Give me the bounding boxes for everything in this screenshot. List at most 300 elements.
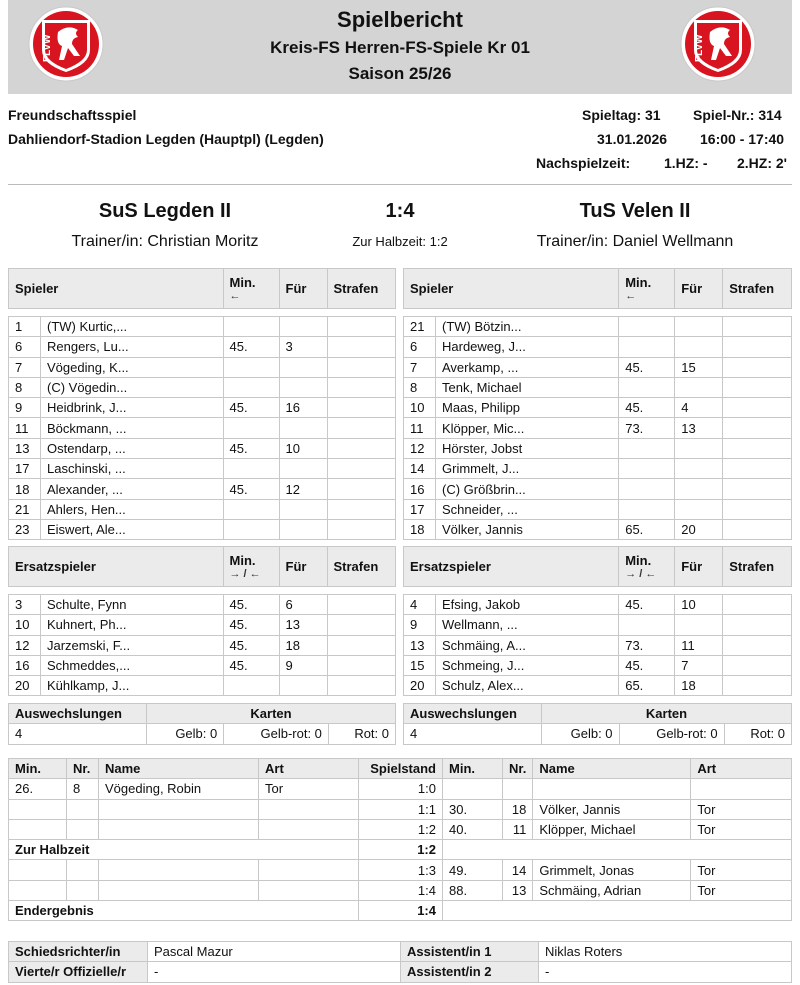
player-name: Alexander, ... bbox=[41, 479, 224, 499]
player-row bbox=[404, 635, 792, 655]
spiel-nr: Spiel-Nr.: 314 bbox=[693, 107, 782, 123]
away-subs-table bbox=[403, 546, 792, 696]
player-name: Jarzemski, F... bbox=[41, 635, 224, 655]
player-minute: 45. bbox=[223, 655, 279, 675]
player-replaced: 7 bbox=[675, 655, 723, 675]
goal-home-hmin bbox=[9, 799, 67, 819]
player-replaced: 6 bbox=[279, 595, 327, 615]
goal-away-aname: Grimmelt, Jonas bbox=[533, 860, 691, 880]
player-number: 17 bbox=[9, 459, 41, 479]
player-minute: 45. bbox=[619, 357, 675, 377]
player-penalties bbox=[723, 676, 792, 696]
player-penalties bbox=[327, 459, 396, 479]
player-minute: 45. bbox=[223, 438, 279, 458]
player-penalties bbox=[723, 438, 792, 458]
player-replaced bbox=[279, 519, 327, 539]
goal-away-aart: Tor bbox=[691, 860, 792, 880]
goal-away-amin: 49. bbox=[443, 860, 503, 880]
player-row bbox=[404, 499, 792, 519]
player-name: Klöpper, Mic... bbox=[436, 418, 619, 438]
goal-home-hname bbox=[99, 880, 259, 900]
player-name: Schmäing, A... bbox=[436, 635, 619, 655]
player-row bbox=[404, 655, 792, 675]
player-penalties bbox=[327, 357, 396, 377]
player-number: 11 bbox=[9, 418, 41, 438]
goal-row bbox=[9, 799, 792, 819]
player-name: Schmeddes,... bbox=[41, 655, 224, 675]
home-trainer: Trainer/in: Christian Moritz bbox=[71, 233, 259, 250]
goal-away-aart: Tor bbox=[691, 819, 792, 839]
goals-col-min: Min. bbox=[443, 759, 503, 779]
player-penalties bbox=[327, 499, 396, 519]
player-row bbox=[404, 676, 792, 696]
player-penalties bbox=[327, 519, 396, 539]
halftime-score: Zur Halbzeit: 1:2 bbox=[352, 234, 448, 249]
goal-home-hnr bbox=[67, 880, 99, 900]
player-penalties bbox=[723, 459, 792, 479]
player-row bbox=[404, 438, 792, 458]
player-row bbox=[9, 635, 396, 655]
player-number: 21 bbox=[404, 317, 436, 337]
goal-home-hmin bbox=[9, 860, 67, 880]
player-replaced: 11 bbox=[675, 635, 723, 655]
goals-summary-row bbox=[9, 901, 792, 921]
player-name: Wellmann, ... bbox=[436, 615, 619, 635]
player-minute bbox=[223, 377, 279, 397]
col-min-arrow: ← bbox=[625, 290, 637, 302]
player-number: 9 bbox=[9, 398, 41, 418]
home-lineup-table bbox=[8, 268, 396, 540]
player-penalties bbox=[723, 357, 792, 377]
col-strafen: Strafen bbox=[723, 547, 792, 587]
player-number: 12 bbox=[404, 438, 436, 458]
player-replaced bbox=[675, 377, 723, 397]
svg-text:FLVW: FLVW bbox=[694, 34, 705, 62]
player-minute bbox=[619, 377, 675, 397]
player-replaced: 13 bbox=[279, 615, 327, 635]
player-penalties bbox=[327, 479, 396, 499]
nachspielzeit-label: Nachspielzeit: bbox=[536, 155, 631, 171]
away-lineup-table bbox=[403, 268, 792, 540]
goal-home-hart bbox=[259, 880, 359, 900]
player-name: Efsing, Jakob bbox=[436, 595, 619, 615]
player-penalties bbox=[723, 317, 792, 337]
venue: Dahliendorf-Stadion Legden (Hauptpl) (Legden) bbox=[8, 131, 324, 147]
svg-text:FLVW: FLVW bbox=[42, 34, 53, 62]
goals-summary-label: Zur Halbzeit bbox=[9, 840, 359, 860]
player-number: 20 bbox=[9, 676, 41, 696]
col-fuer: Für bbox=[675, 547, 723, 587]
player-replaced bbox=[675, 317, 723, 337]
goal-score: 1:4 bbox=[359, 880, 443, 900]
assistant1-label: Assistent/in 1 bbox=[401, 942, 539, 962]
goal-away-aname bbox=[533, 779, 691, 799]
goals-header-row bbox=[9, 759, 792, 779]
player-row bbox=[404, 398, 792, 418]
karten-header: Karten bbox=[147, 704, 396, 724]
player-penalties bbox=[327, 438, 396, 458]
player-number: 13 bbox=[404, 635, 436, 655]
player-number: 12 bbox=[9, 635, 41, 655]
goal-away-amin bbox=[443, 779, 503, 799]
assistant2-name: - bbox=[539, 962, 792, 982]
col-strafen: Strafen bbox=[723, 269, 792, 309]
player-number: 7 bbox=[9, 357, 41, 377]
player-name: (TW) Bötzin... bbox=[436, 317, 619, 337]
gelb-count: Gelb: 0 bbox=[147, 724, 224, 744]
goals-col-nr: Nr. bbox=[503, 759, 533, 779]
karten-header: Karten bbox=[542, 704, 792, 724]
goal-away-anr bbox=[503, 779, 533, 799]
col-player: Spieler bbox=[9, 269, 224, 309]
assistant2-label: Assistent/in 2 bbox=[401, 962, 539, 982]
col-min-label: Min. bbox=[625, 553, 652, 568]
goals-col-min: Min. bbox=[9, 759, 67, 779]
player-penalties bbox=[327, 615, 396, 635]
goals-empty bbox=[443, 840, 792, 860]
home-summary-table bbox=[8, 703, 396, 745]
col-fuer: Für bbox=[675, 269, 723, 309]
player-replaced bbox=[279, 357, 327, 377]
player-minute bbox=[619, 337, 675, 357]
ausw-header: Auswechslungen bbox=[404, 704, 542, 724]
player-number: 13 bbox=[9, 438, 41, 458]
player-replaced: 13 bbox=[675, 418, 723, 438]
player-replaced bbox=[279, 676, 327, 696]
player-penalties bbox=[723, 595, 792, 615]
player-row bbox=[9, 499, 396, 519]
goal-away-aart: Tor bbox=[691, 880, 792, 900]
player-penalties bbox=[327, 337, 396, 357]
player-name: Eiswert, Ale... bbox=[41, 519, 224, 539]
player-name: Böckmann, ... bbox=[41, 418, 224, 438]
player-number: 17 bbox=[404, 499, 436, 519]
goal-home-hnr: 8 bbox=[67, 779, 99, 799]
ausw-count: 4 bbox=[404, 724, 542, 744]
goals-col-art: Art bbox=[691, 759, 792, 779]
player-minute bbox=[619, 499, 675, 519]
nachspielzeit-hz1: 1.HZ: - bbox=[664, 155, 708, 171]
player-row bbox=[404, 479, 792, 499]
header-row bbox=[404, 269, 792, 309]
fourth-official-label: Vierte/r Offizielle/r bbox=[9, 962, 148, 982]
player-minute bbox=[223, 519, 279, 539]
player-row bbox=[9, 595, 396, 615]
player-minute bbox=[619, 479, 675, 499]
gelb-count: Gelb: 0 bbox=[542, 724, 620, 744]
player-number: 16 bbox=[9, 655, 41, 675]
goal-score: 1:1 bbox=[359, 799, 443, 819]
player-name: Averkamp, ... bbox=[436, 357, 619, 377]
rot-count: Rot: 0 bbox=[724, 724, 791, 744]
player-replaced bbox=[675, 459, 723, 479]
player-row bbox=[404, 317, 792, 337]
goal-away-aname: Schmäing, Adrian bbox=[533, 880, 691, 900]
player-row bbox=[9, 615, 396, 635]
goal-home-hnr bbox=[67, 819, 99, 839]
player-number: 7 bbox=[404, 357, 436, 377]
goal-home-hart bbox=[259, 819, 359, 839]
player-replaced: 10 bbox=[279, 438, 327, 458]
player-minute: 45. bbox=[619, 398, 675, 418]
player-row bbox=[9, 377, 396, 397]
player-minute: 73. bbox=[619, 418, 675, 438]
player-penalties bbox=[723, 377, 792, 397]
player-minute bbox=[223, 676, 279, 696]
player-row bbox=[404, 357, 792, 377]
player-minute: 45. bbox=[223, 479, 279, 499]
goal-away-amin: 40. bbox=[443, 819, 503, 839]
goal-home-hname bbox=[99, 819, 259, 839]
goal-home-hart bbox=[259, 799, 359, 819]
col-player: Ersatzspieler bbox=[404, 547, 619, 587]
goal-away-amin: 30. bbox=[443, 799, 503, 819]
player-replaced: 15 bbox=[675, 357, 723, 377]
col-min bbox=[223, 269, 279, 309]
goal-row bbox=[9, 819, 792, 839]
header-row bbox=[9, 547, 396, 587]
divider bbox=[8, 184, 792, 185]
player-minute: 45. bbox=[223, 595, 279, 615]
player-replaced: 4 bbox=[675, 398, 723, 418]
player-number: 9 bbox=[404, 615, 436, 635]
player-replaced bbox=[279, 459, 327, 479]
player-row bbox=[9, 418, 396, 438]
col-min bbox=[619, 547, 675, 587]
player-name: Ostendarp, ... bbox=[41, 438, 224, 458]
goals-col-nr: Nr. bbox=[67, 759, 99, 779]
player-minute: 65. bbox=[619, 519, 675, 539]
player-replaced: 18 bbox=[675, 676, 723, 696]
player-number: 14 bbox=[404, 459, 436, 479]
player-penalties bbox=[723, 499, 792, 519]
player-name: (C) Vögedin... bbox=[41, 377, 224, 397]
player-number: 3 bbox=[9, 595, 41, 615]
goal-home-hmin bbox=[9, 819, 67, 839]
report-banner bbox=[8, 0, 792, 94]
match-time: 16:00 - 17:40 bbox=[700, 131, 785, 147]
player-replaced bbox=[279, 377, 327, 397]
player-row bbox=[404, 519, 792, 539]
player-number: 21 bbox=[9, 499, 41, 519]
goal-home-hart: Tor bbox=[259, 779, 359, 799]
player-minute: 65. bbox=[619, 676, 675, 696]
player-number: 10 bbox=[404, 398, 436, 418]
final-score: 1:4 bbox=[385, 200, 415, 222]
report-title: Spielbericht bbox=[337, 7, 463, 32]
player-replaced: 9 bbox=[279, 655, 327, 675]
col-min-arrow: → / ← bbox=[229, 568, 261, 580]
player-penalties bbox=[327, 595, 396, 615]
season-title: Saison 25/26 bbox=[348, 64, 452, 83]
player-minute bbox=[619, 615, 675, 635]
referee-label: Schiedsrichter/in bbox=[9, 942, 148, 962]
col-min-label: Min. bbox=[229, 275, 256, 290]
player-penalties bbox=[723, 418, 792, 438]
goal-away-amin: 88. bbox=[443, 880, 503, 900]
player-minute bbox=[223, 317, 279, 337]
assistant1-name: Niklas Roters bbox=[539, 942, 792, 962]
player-number: 18 bbox=[404, 519, 436, 539]
gelbrot-count: Gelb-rot: 0 bbox=[619, 724, 724, 744]
col-strafen: Strafen bbox=[327, 269, 396, 309]
header-row bbox=[9, 269, 396, 309]
col-min-label: Min. bbox=[625, 275, 652, 290]
goals-summary-score: 1:2 bbox=[359, 840, 443, 860]
spieltag: Spieltag: 31 bbox=[582, 107, 661, 123]
player-number: 11 bbox=[404, 418, 436, 438]
player-penalties bbox=[723, 398, 792, 418]
player-row bbox=[404, 459, 792, 479]
referee-name: Pascal Mazur bbox=[148, 942, 401, 962]
player-name: Kühlkamp, J... bbox=[41, 676, 224, 696]
goal-away-anr: 11 bbox=[503, 819, 533, 839]
goal-away-aart bbox=[691, 779, 792, 799]
player-replaced bbox=[675, 479, 723, 499]
player-number: 8 bbox=[9, 377, 41, 397]
col-min-arrow: ← bbox=[229, 290, 241, 302]
match-date: 31.01.2026 bbox=[597, 131, 668, 147]
player-replaced bbox=[279, 499, 327, 519]
ausw-count: 4 bbox=[9, 724, 147, 744]
goal-home-hart bbox=[259, 860, 359, 880]
player-number: 10 bbox=[9, 615, 41, 635]
player-name: (TW) Kurtic,... bbox=[41, 317, 224, 337]
goal-home-hname bbox=[99, 799, 259, 819]
goal-away-anr: 14 bbox=[503, 860, 533, 880]
player-penalties bbox=[327, 676, 396, 696]
player-name: Tenk, Michael bbox=[436, 377, 619, 397]
fourth-official-name: - bbox=[148, 962, 401, 982]
goal-score: 1:3 bbox=[359, 860, 443, 880]
match-type: Freundschaftsspiel bbox=[8, 107, 137, 123]
player-row bbox=[9, 655, 396, 675]
rot-count: Rot: 0 bbox=[328, 724, 395, 744]
player-number: 6 bbox=[404, 337, 436, 357]
player-number: 20 bbox=[404, 676, 436, 696]
player-penalties bbox=[327, 635, 396, 655]
player-name: Laschinski, ... bbox=[41, 459, 224, 479]
player-minute bbox=[223, 499, 279, 519]
home-team: SuS Legden II bbox=[98, 200, 232, 222]
col-player: Ersatzspieler bbox=[9, 547, 224, 587]
player-row bbox=[404, 377, 792, 397]
col-fuer: Für bbox=[279, 269, 327, 309]
goal-away-aart: Tor bbox=[691, 799, 792, 819]
player-replaced bbox=[675, 337, 723, 357]
spacer-row bbox=[9, 587, 396, 595]
player-replaced bbox=[675, 438, 723, 458]
goal-away-anr: 13 bbox=[503, 880, 533, 900]
away-team: TuS Velen II bbox=[579, 200, 691, 222]
player-penalties bbox=[327, 377, 396, 397]
player-replaced bbox=[675, 615, 723, 635]
player-name: Maas, Philipp bbox=[436, 398, 619, 418]
nachspielzeit-hz2: 2.HZ: 2' bbox=[737, 155, 788, 171]
player-replaced: 20 bbox=[675, 519, 723, 539]
player-row bbox=[9, 337, 396, 357]
player-number: 18 bbox=[9, 479, 41, 499]
player-number: 15 bbox=[404, 655, 436, 675]
goals-col-name: Name bbox=[533, 759, 691, 779]
player-row bbox=[9, 357, 396, 377]
player-name: Schneider, ... bbox=[436, 499, 619, 519]
player-penalties bbox=[723, 635, 792, 655]
player-minute bbox=[619, 317, 675, 337]
header-row bbox=[404, 547, 792, 587]
player-name: Vögeding, K... bbox=[41, 357, 224, 377]
player-replaced bbox=[279, 317, 327, 337]
player-minute: 45. bbox=[619, 655, 675, 675]
player-minute bbox=[223, 357, 279, 377]
spacer-row bbox=[9, 309, 396, 317]
player-row bbox=[404, 337, 792, 357]
goal-home-hname bbox=[99, 860, 259, 880]
player-row bbox=[9, 438, 396, 458]
player-name: Schulte, Fynn bbox=[41, 595, 224, 615]
goal-row bbox=[9, 779, 792, 799]
competition-title: Kreis-FS Herren-FS-Spiele Kr 01 bbox=[270, 38, 530, 57]
spacer-row bbox=[404, 309, 792, 317]
player-number: 4 bbox=[404, 595, 436, 615]
player-number: 8 bbox=[404, 377, 436, 397]
player-name: Ahlers, Hen... bbox=[41, 499, 224, 519]
col-min bbox=[619, 269, 675, 309]
player-row bbox=[9, 519, 396, 539]
player-replaced: 10 bbox=[675, 595, 723, 615]
player-penalties bbox=[723, 337, 792, 357]
player-row bbox=[9, 676, 396, 696]
player-name: Hardeweg, J... bbox=[436, 337, 619, 357]
player-minute: 73. bbox=[619, 635, 675, 655]
col-strafen: Strafen bbox=[327, 547, 396, 587]
player-replaced bbox=[279, 418, 327, 438]
player-minute: 45. bbox=[619, 595, 675, 615]
player-name: Hörster, Jobst bbox=[436, 438, 619, 458]
goal-away-aname: Völker, Jannis bbox=[533, 799, 691, 819]
col-min-arrow: → / ← bbox=[625, 568, 657, 580]
spacer-row bbox=[404, 587, 792, 595]
player-name: (C) Größbrin... bbox=[436, 479, 619, 499]
goals-summary-row bbox=[9, 840, 792, 860]
player-minute: 45. bbox=[223, 635, 279, 655]
player-number: 23 bbox=[9, 519, 41, 539]
gelbrot-count: Gelb-rot: 0 bbox=[224, 724, 329, 744]
player-name: Grimmelt, J... bbox=[436, 459, 619, 479]
player-minute bbox=[619, 438, 675, 458]
flvw-logo-right bbox=[680, 6, 756, 82]
home-subs-table bbox=[8, 546, 396, 696]
player-penalties bbox=[327, 418, 396, 438]
player-row bbox=[9, 459, 396, 479]
player-row bbox=[404, 615, 792, 635]
away-trainer: Trainer/in: Daniel Wellmann bbox=[536, 233, 734, 250]
player-name: Schmeing, J... bbox=[436, 655, 619, 675]
player-number: 6 bbox=[9, 337, 41, 357]
player-replaced: 16 bbox=[279, 398, 327, 418]
player-row bbox=[404, 595, 792, 615]
player-minute: 45. bbox=[223, 398, 279, 418]
goal-home-hname: Vögeding, Robin bbox=[99, 779, 259, 799]
player-penalties bbox=[723, 615, 792, 635]
goals-col-art: Art bbox=[259, 759, 359, 779]
player-penalties bbox=[327, 655, 396, 675]
goals-table bbox=[8, 758, 792, 921]
player-name: Heidbrink, J... bbox=[41, 398, 224, 418]
player-replaced: 18 bbox=[279, 635, 327, 655]
goal-home-hnr bbox=[67, 860, 99, 880]
ausw-header: Auswechslungen bbox=[9, 704, 147, 724]
